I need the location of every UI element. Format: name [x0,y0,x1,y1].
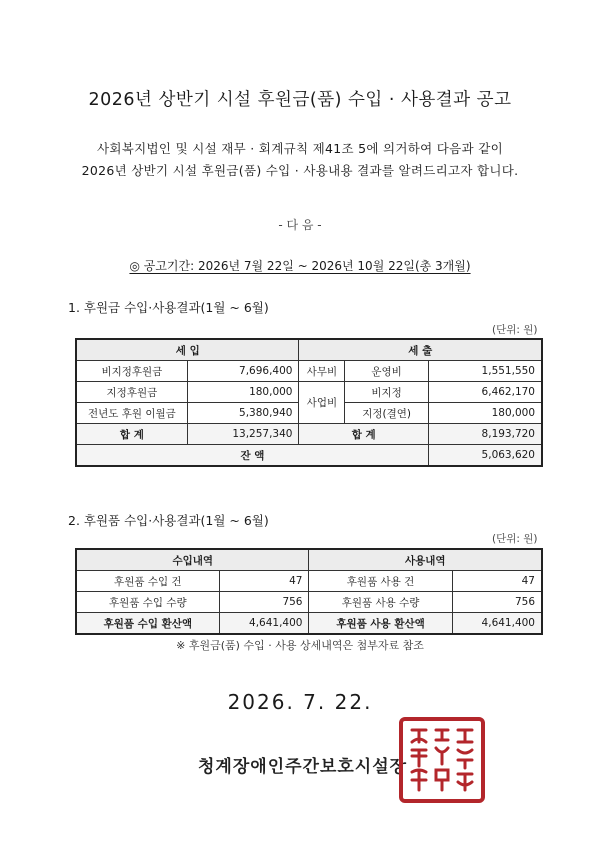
official-seal-icon [398,716,486,804]
goods-income-label: 후원품 수입 건 [76,571,219,592]
expense-total-value: 8,193,720 [428,424,542,445]
balance-label: 잔 액 [76,445,428,467]
goods-income-label: 후원품 수입 수량 [76,592,219,613]
goods-expense-label: 후원품 사용 수량 [309,592,452,613]
balance-value: 5,063,620 [428,445,542,467]
donation-goods-table [75,548,543,635]
goods-income-value: 4,641,400 [219,613,309,635]
table-row [76,382,542,403]
notice-period: ◎ 공고기간: 2026년 7월 22일 ~ 2026년 10월 22일(총 3개월) [129,259,471,273]
expense-value: 180,000 [428,403,542,424]
goods-expense-value: 4,641,400 [452,613,542,635]
income-value: 7,696,400 [187,361,299,382]
expense-category: 사무비 [299,361,345,382]
section1-heading: 1. 후원금 수입·사용결과(1월 ~ 6월) [68,300,269,315]
expense-label: 비지정 [345,382,429,403]
balance-row [76,445,542,467]
table-row [76,361,542,382]
intro-line-2: 2026년 상반기 시설 후원금(품) 수입 · 사용내용 결과를 알려드리고자 합니다. [81,163,519,178]
income-total-value: 13,257,340 [187,424,299,445]
income-label: 지정후원금 [76,382,187,403]
attachment-note: ※ 후원금(품) 수입 · 사용 상세내역은 첨부자료 참조 [176,639,424,652]
goods-expense-value: 756 [452,592,542,613]
goods-expense-value: 47 [452,571,542,592]
total-row [76,424,542,445]
income-label: 비지정후원금 [76,361,187,382]
expense-label: 지정(결연) [345,403,429,424]
separator-heading: - 다 음 - [278,218,322,232]
income-value: 180,000 [187,382,299,403]
income-label: 전년도 후원 이월금 [76,403,187,424]
income-total-label: 합 계 [76,424,187,445]
expense-total-label: 합 계 [299,424,428,445]
goods-expense-header: 사용내역 [309,549,542,571]
section2-unit: (단위: 원) [492,533,538,545]
page-title: 2026년 상반기 시설 후원금(품) 수입 · 사용결과 공고 [88,90,512,110]
expense-value: 6,462,170 [428,382,542,403]
announcement-date: 2026. 7. 22. [227,690,373,714]
expense-label: 운영비 [345,361,429,382]
table-row [76,592,542,613]
section2-heading: 2. 후원품 수입·사용결과(1월 ~ 6월) [68,513,269,528]
goods-income-value: 47 [219,571,309,592]
expense-header: 세 출 [299,339,542,361]
expense-value: 1,551,550 [428,361,542,382]
table-row [76,571,542,592]
organization-name: 청계장애인주간보호시설장 [198,757,408,777]
table-header-row [76,549,542,571]
intro-line-1: 사회복지법인 및 시설 재무 · 회계규칙 제41조 5에 의거하여 다음과 같이 [97,141,503,156]
donation-money-table [75,338,543,467]
table-row [76,613,542,635]
goods-income-header: 수입내역 [76,549,309,571]
goods-income-value: 756 [219,592,309,613]
section1-unit: (단위: 원) [492,324,538,336]
expense-category: 사업비 [299,382,345,424]
income-value: 5,380,940 [187,403,299,424]
goods-expense-label: 후원품 사용 환산액 [309,613,452,635]
income-header: 세 입 [76,339,299,361]
goods-income-label: 후원품 수입 환산액 [76,613,219,635]
goods-expense-label: 후원품 사용 건 [309,571,452,592]
table-header-row [76,339,542,361]
